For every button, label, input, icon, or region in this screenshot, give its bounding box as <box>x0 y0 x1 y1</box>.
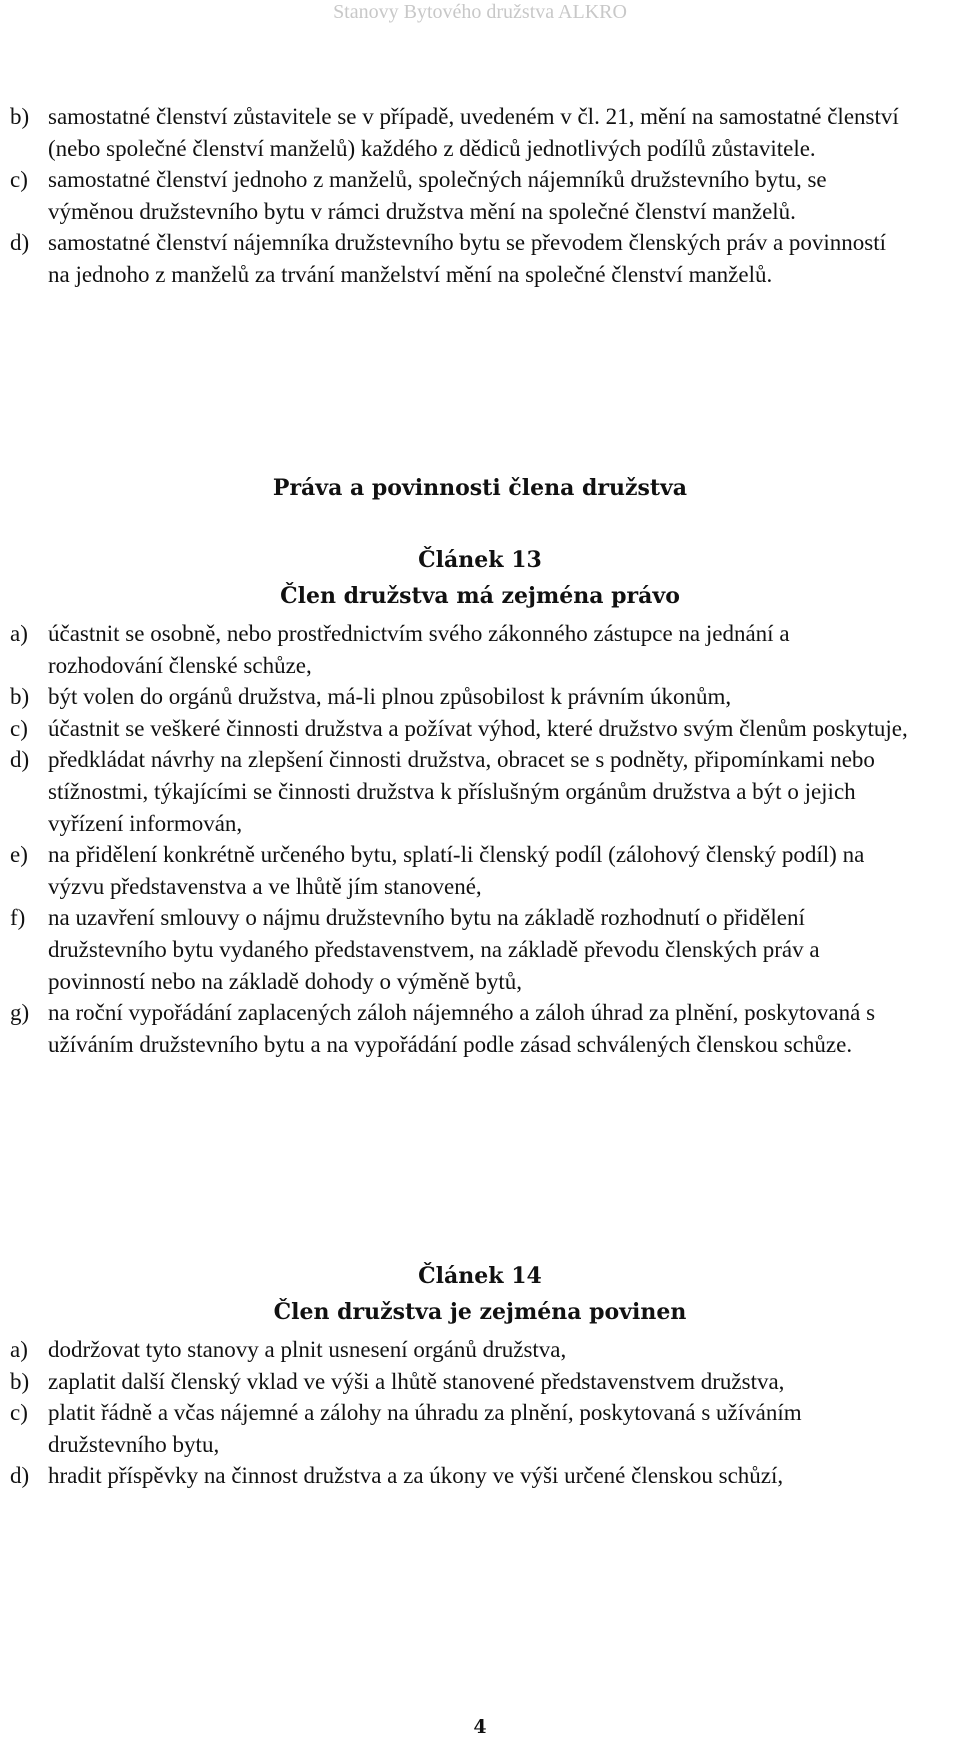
item-text: platit řádně a včas nájemné a zálohy na úhradu za plnění, poskytovaná s užíváním družstevního bytu, <box>48 1400 802 1457</box>
item-text: být volen do orgánů družstva, má-li plnou způsobilost k právním úkonům, <box>48 684 732 710</box>
item-marker: b) <box>10 684 30 710</box>
item-text: na přidělení konkrétně určeného bytu, splatí-li členský podíl (zálohový členský podíl) na výzvu představenstva a ve lhůtě jím stanovené, <box>48 842 865 899</box>
list-item <box>0 713 908 745</box>
list-item <box>0 1460 908 1492</box>
item-marker: b) <box>10 1368 30 1394</box>
item-text: zaplatit další členský vklad ve výši a lhůtě stanovené představenstvem družstva, <box>48 1368 785 1394</box>
article-13-title: Článek 13 <box>418 547 542 573</box>
article-14-list <box>0 1334 960 1492</box>
list-item <box>0 839 908 902</box>
item-text: samostatné členství nájemníka družstevního bytu se převodem členských práv a povinností na jednoho z manželů za trvání manželství mění na společné členství manželů. <box>48 230 887 287</box>
item-marker: a) <box>10 621 28 646</box>
section-title: Práva a povinnosti člena družstva <box>272 475 688 501</box>
list-item <box>0 618 908 681</box>
list-item <box>0 164 908 227</box>
item-text: hradit příspěvky na činnost družstva a za úkony ve výši určené členskou schůzí, <box>48 1463 784 1489</box>
list-item <box>0 101 908 164</box>
article-14-title: Článek 14 <box>418 1263 542 1289</box>
item-marker: f) <box>10 905 26 931</box>
list-item <box>0 997 908 1060</box>
item-marker: d) <box>10 1463 30 1489</box>
article-13-subtitle: Člen družstva má zejména právo <box>280 583 680 609</box>
article-13-list <box>0 618 960 1060</box>
item-marker: c) <box>10 1400 28 1426</box>
article-14-subtitle: Člen družstva je zejména povinen <box>273 1299 687 1325</box>
list-item <box>0 1397 908 1460</box>
item-text: na roční vypořádání zaplacených záloh nájemného a záloh úhrad za plnění, poskytovaná s užíváním družstevního bytu a na vypořádání podle zásad schválených členskou schůze. <box>48 1000 876 1057</box>
list-item <box>0 227 908 290</box>
item-text: účastnit se osobně, nebo prostřednictvím svého zákonného zástupce na jednání a rozhodování členské schůze, <box>48 621 790 678</box>
list-item <box>0 1334 908 1366</box>
intro-list <box>0 101 960 291</box>
item-text: účastnit se veškeré činnosti družstva a požívat výhod, které družstvo svým členům poskytuje, <box>48 715 908 741</box>
item-marker: c) <box>10 167 28 193</box>
item-marker: a) <box>10 1337 28 1362</box>
item-marker: d) <box>10 230 30 256</box>
item-text: předkládat návrhy na zlepšení činnosti družstva, obracet se s podněty, připomínkami nebo stížnostmi, týkajícími se činnosti družstva k příslušným orgánům družstva a být o jejich vyřízení informován, <box>48 747 875 836</box>
list-item <box>0 1366 908 1398</box>
item-marker: g) <box>10 1000 30 1026</box>
item-marker: c) <box>10 715 28 741</box>
item-marker: d) <box>10 747 30 773</box>
item-text: samostatné členství jednoho z manželů, společných nájemníků družstevního bytu, se výměnou družstevního bytu v rámci družstva mění na společné členství manželů. <box>48 167 827 224</box>
item-text: na uzavření smlouvy o nájmu družstevního bytu na základě rozhodnutí o přidělení družstevního bytu vydaného představenstvem, na základě převodu členských práv a povinností nebo na základě dohody o výměně bytů, <box>48 905 820 994</box>
item-text: dodržovat tyto stanovy a plnit usnesení orgánů družstva, <box>48 1337 567 1362</box>
item-marker: b) <box>10 104 30 129</box>
list-item <box>0 902 908 997</box>
item-marker: e) <box>10 842 28 868</box>
running-header: Stanovy Bytového družstva ALKRO <box>333 1 627 23</box>
page-number: 4 <box>473 1716 487 1738</box>
list-item <box>0 744 908 839</box>
list-item <box>0 681 908 713</box>
item-text: samostatné členství zůstavitele se v případě, uvedeném v čl. 21, mění na samostatné členství (nebo společné členství manželů) každého z dědiců jednotlivých podílů zůstavitele. <box>48 104 899 161</box>
